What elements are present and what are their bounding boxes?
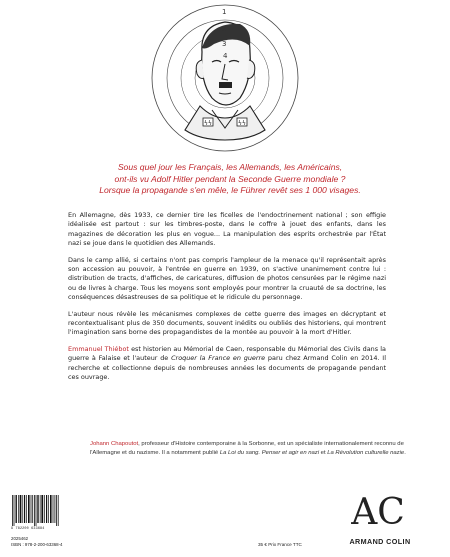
svg-text:4: 4 — [223, 52, 228, 60]
author-bio-text-b: paru chez Armand Colin en 2014. Il recherche et collectionne depuis de nombreuses années les documents de propagande pendant ces ouvrage. — [68, 354, 386, 382]
tagline-line-2: ont-ils vu Adolf Hitler pendant la Seconde Guerre mondiale ? — [114, 173, 346, 184]
svg-text:ϟϟ: ϟϟ — [204, 120, 212, 127]
preface-text-a: , professeur d'Histoire contemporaine à la Sorbonne, est un spécialiste internationalement reconnu de l'Allemagne et du nazisme. Il a notamment publié — [90, 441, 404, 456]
logo-letters: AC — [351, 492, 405, 532]
tagline-line-3: Lorsque la propagande s'en mêle, le Führer revêt ses 1 000 visages. — [99, 185, 361, 196]
armand-colin-logo — [343, 488, 413, 532]
preface-book-1: La Loi du sang. Penser et agir en nazi — [219, 449, 320, 456]
tagline-line-1: Sous quel jour les Français, les Allemands, les Américains, — [117, 162, 343, 172]
svg-text:ϟϟ: ϟϟ — [238, 120, 246, 127]
svg-text:1: 1 — [222, 8, 227, 16]
svg-text:2: 2 — [222, 25, 227, 33]
paragraph-author-reveals: L'auteur nous révèle les mécanismes complexes de cette guerre des images en décryptant et recontextualisant plus de 350 documents, souvent inédits ou oubliés des historiens, qui montrent l'imagination sans borne des propagandistes de la montée au pouvoir à la mort d'Hitler. — [68, 309, 386, 337]
author-previous-book: Croquer la France en guerre — [171, 354, 266, 363]
book-codes — [11, 536, 63, 548]
author-bio-text-a: est historien au Mémorial de Caen, responsable du Mémorial des Civils dans la guerre à Falaise et l'auteur de — [68, 344, 386, 363]
author-bio — [68, 345, 386, 383]
paragraph-germany: En Allemagne, dès 1933, ce dernier tire les ficelles de l'endoctrinement national ; son effigie idéalisée est partout : sur les timbres-poste, dans le coffre à jouet des enfants, dans les magazines de décoration les plus en vogue... La manipulation des esprits orchestrée par l'État nazi se joue dans le quotidien des Allemands. — [68, 211, 386, 248]
preface-text-b: et — [319, 449, 328, 456]
isbn-barcode — [11, 495, 59, 526]
product-code: 2025462 — [11, 536, 29, 541]
back-cover-text — [68, 211, 386, 390]
hitler-target-illustration — [0, 0, 450, 160]
preface-author-bio — [90, 440, 410, 457]
paragraph-allies: Dans le camp allié, si certains n'ont pas compris l'ampleur de la menace qu'il représentait après son accession au pouvoir, à l'entrée en guerre en 1939, on s'active unanimement contre lui : distribution de tracts, d'affiches, de caricatures, diffusion de photos censurées par le régime nazi ou de livres à charge. Tous les moyens sont employés pour montrer la cruauté de sa doctrine, les conséquences désastreuses de sa politique et le ridicule du personnage. — [68, 255, 386, 302]
isbn: ISBN : 978-2-200-63368-4 — [11, 542, 63, 547]
cover-tagline — [40, 162, 420, 197]
svg-text:3: 3 — [222, 40, 227, 48]
barcode-digits: 9 782200 633684 — [11, 527, 45, 531]
author-name: Emmanuel Thiébot — [68, 344, 129, 353]
preface-author-name: Johann Chapoutot — [90, 441, 139, 447]
price: 35 € Prix France TTC — [258, 542, 302, 547]
preface-book-2: La Révolution culturelle nazie — [327, 449, 405, 456]
preface-text-c: . — [404, 449, 406, 456]
publisher-name: ARMAND COLIN — [349, 537, 411, 546]
